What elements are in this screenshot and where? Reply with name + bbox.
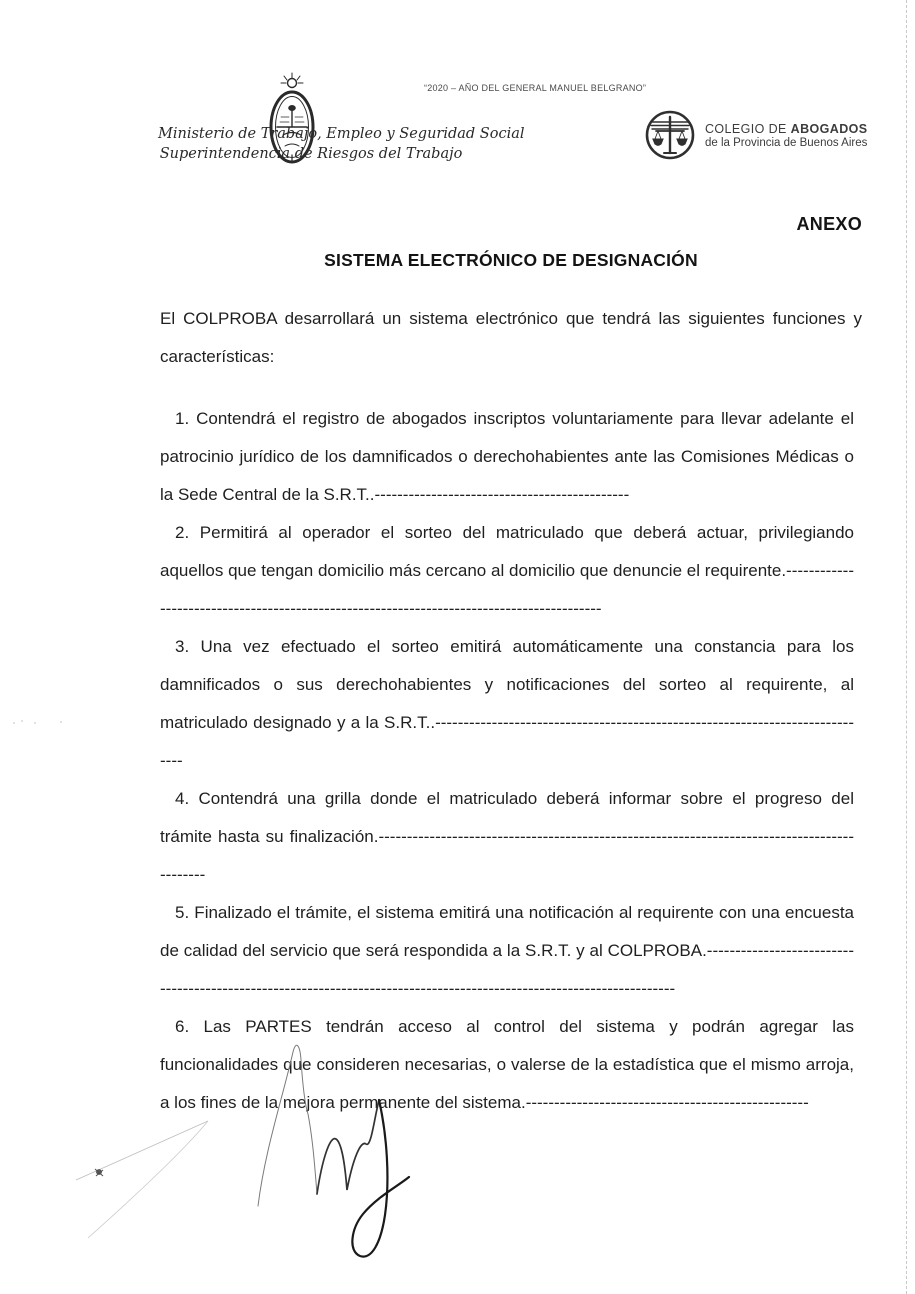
numbered-paragraph-6: 6. Las PARTES tendrán acceso al control del sistema y podrán agregar las funcionalidades que consideren necesarias, o valerse de la estadística que el mismo arroja, a los fines de la mejora permanente del sistema.--------------------------------------------------: [160, 1017, 854, 1112]
scan-speck: [60, 721, 62, 723]
colegio-text: [705, 122, 868, 149]
ministry-letterhead: [158, 124, 525, 164]
ministry-line2: Superintendencia de Riesgos del Trabajo: [159, 146, 463, 162]
scan-speck: [13, 722, 15, 724]
document-title: SISTEMA ELECTRÓNICO DE DESIGNACIÓN: [324, 250, 698, 270]
ministry-line1: Ministerio de Trabajo, Empleo y Seguridad Social: [158, 126, 525, 142]
year-motto-text: “2020 – AÑO DEL GENERAL MANUEL BELGRANO”: [424, 83, 647, 93]
numbered-paragraph-5: 5. Finalizado el trámite, el sistema emitirá una notificación al requirente con una encuesta de calidad del servicio que será respondida a la S.R.T. y al COLPROBA.---------------------------------------------------------------------------------------------------------------------: [160, 903, 854, 998]
pen-scribble: [60, 1100, 230, 1250]
numbered-paragraph-3: 3. Una vez efectuado el sorteo emitirá automáticamente una constancia para los damnificados o sus derechohabientes y notificaciones del sorteo al requirente, al matriculado designado y a la S.R.T..------------------------------------------------------------------------------: [160, 637, 854, 770]
colegio-subtitle: de la Provincia de Buenos Aires: [705, 136, 868, 149]
colegio-name-regular: COLEGIO DE: [705, 121, 791, 136]
colegio-name-bold: ABOGADOS: [790, 121, 868, 136]
numbered-paragraph-1: 1. Contendrá el registro de abogados inscriptos voluntariamente para llevar adelante el patrocinio jurídico de los damnificados o derechohabientes ante las Comisiones Médicas o la Sede Central de la S.R.T..---------------------------------------------: [160, 409, 854, 504]
numbered-paragraph-2: 2. Permitirá al operador el sorteo del matriculado que deberá actuar, privilegiando aquellos que tengan domicilio más cercano al domicilio que denuncie el requirente.------------------------------------------------------------------------------------------: [160, 523, 854, 618]
scan-speck: [34, 722, 36, 724]
scan-artifact-line: [906, 0, 907, 1294]
colegio-name: [705, 122, 868, 136]
numbered-paragraph-4: 4. Contendrá una grilla donde el matriculado deberá informar sobre el progreso del trámite hasta su finalización.--------------------------------------------------------------------------------------------: [160, 789, 854, 884]
colegio-letterhead: [644, 109, 884, 161]
scales-of-justice-icon: [644, 109, 696, 161]
document-body: [160, 300, 862, 1122]
intro-paragraph: El COLPROBA desarrollará un sistema electrónico que tendrá las siguientes funciones y características:: [160, 309, 862, 366]
scan-speck: [21, 720, 23, 722]
anexo-heading: ANEXO: [796, 214, 862, 234]
